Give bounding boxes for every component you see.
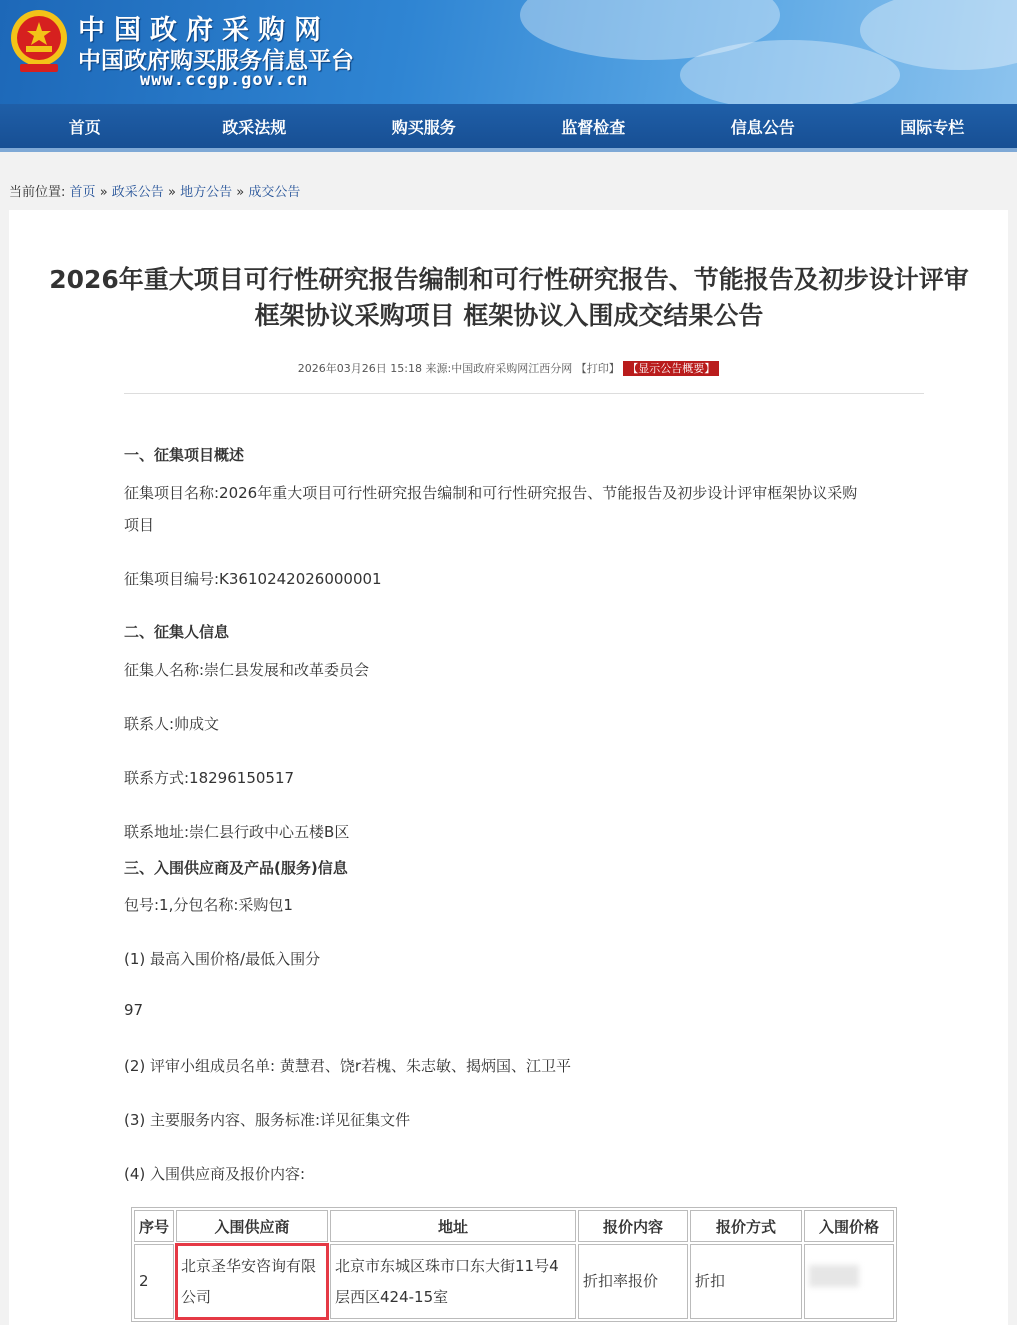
redacted-value: [809, 1265, 859, 1287]
contact-phone: 联系方式:18296150517: [124, 769, 295, 787]
contact-person: 联系人:帅成文: [124, 715, 220, 733]
article-title-line: 框架协议采购项目 框架协议入围成交结果公告: [254, 301, 764, 330]
breadcrumb-separator: »: [236, 185, 245, 200]
supplier-address-line: 层西区424-15室: [335, 1287, 449, 1306]
price-label: (1) 最高入围价格/最低入围分: [124, 950, 321, 968]
site-banner: [0, 0, 1017, 104]
source: 来源:中国政府采购网江西分网: [425, 362, 573, 375]
service-content: (3) 主要服务内容、服务标准:详见征集文件: [124, 1111, 411, 1129]
table-header-row: [134, 1210, 894, 1242]
column-header: 报价方式: [690, 1210, 802, 1242]
nav-item-purchase-services[interactable]: 购买服务: [391, 118, 456, 137]
column-header: 入围价格: [804, 1210, 894, 1242]
section-heading: 一、征集项目概述: [124, 446, 245, 464]
supplier-name-line: 北京圣华安咨询有限: [181, 1256, 317, 1275]
breadcrumb-item-home[interactable]: 首页: [69, 185, 96, 200]
package-info: 包号:1,分包名称:采购包1: [124, 896, 293, 914]
quote-method: 折扣: [690, 1244, 802, 1319]
supplier-quote-label: (4) 入围供应商及报价内容:: [124, 1165, 306, 1183]
nav-item-supervision[interactable]: 监督检查: [561, 118, 626, 137]
table-row: [134, 1244, 894, 1319]
supplier-name-line: 公司: [181, 1287, 212, 1306]
supplier-address: [330, 1244, 576, 1319]
article-title: [19, 262, 999, 334]
nav-item-international[interactable]: 国际专栏: [900, 118, 965, 137]
project-name-cont: 项目: [124, 516, 155, 534]
breadcrumb-separator: »: [167, 185, 176, 200]
section-heading: 三、入围供应商及产品(服务)信息: [124, 859, 348, 877]
project-name: 征集项目名称:2026年重大项目可行性研究报告编制和可行性研究报告、节能报告及初步设计评审框架协议采购: [124, 484, 858, 502]
column-header: 报价内容: [578, 1210, 688, 1242]
article-title-line: 2026年重大项目可行性研究报告编制和可行性研究报告、节能报告及初步设计评审: [49, 265, 969, 294]
nav-item-announcements[interactable]: 信息公告: [730, 118, 795, 137]
site-title[interactable]: 中国政府采购网: [78, 15, 330, 46]
divider: [124, 393, 924, 394]
print-link[interactable]: 【打印】: [575, 362, 620, 375]
national-emblem-icon: [8, 8, 70, 74]
column-header: 地址: [330, 1210, 576, 1242]
panel-members: (2) 评审小组成员名单: 黄慧君、饶r若槐、朱志敏、揭炳国、江卫平: [124, 1057, 572, 1075]
main-nav: [0, 104, 1017, 152]
supplier-address-line: 北京市东城区珠市口东大街11号4: [335, 1256, 559, 1275]
show-summary-button[interactable]: 【显示公告概要】: [623, 361, 719, 376]
nav-item-home[interactable]: 首页: [68, 118, 101, 137]
banner-cloud: [680, 40, 900, 104]
row-number: 2: [134, 1244, 174, 1319]
supplier-table: [131, 1207, 897, 1322]
breadcrumb-prefix: 当前位置:: [9, 185, 66, 200]
supplier-name: [176, 1244, 328, 1319]
breadcrumb-item-deal[interactable]: 成交公告: [248, 185, 301, 200]
breadcrumb: [9, 181, 300, 200]
column-header: 入围供应商: [176, 1210, 328, 1242]
article-container: [9, 210, 1008, 1325]
bid-price: [804, 1244, 894, 1319]
section-heading: 二、征集人信息: [124, 623, 230, 641]
buyer-name: 征集人名称:崇仁县发展和改革委员会: [124, 661, 370, 679]
site-subtitle: 中国政府购买服务信息平台: [78, 48, 354, 74]
breadcrumb-item-local[interactable]: 地方公告: [180, 185, 233, 200]
publish-date: 2026年03月26日 15:18: [297, 362, 422, 375]
project-code: 征集项目编号:K3610242026000001: [124, 570, 382, 588]
nav-item-regulations[interactable]: 政采法规: [222, 118, 287, 137]
column-header: 序号: [134, 1210, 174, 1242]
article-meta: [9, 360, 1008, 376]
quote-content: 折扣率报价: [578, 1244, 688, 1319]
breadcrumb-separator: »: [99, 185, 108, 200]
contact-address: 联系地址:崇仁县行政中心五楼B区: [124, 823, 350, 841]
price-value: 97: [124, 1001, 144, 1019]
site-url[interactable]: www.ccgp.gov.cn: [140, 70, 309, 90]
breadcrumb-item-procurement[interactable]: 政采公告: [111, 185, 164, 200]
